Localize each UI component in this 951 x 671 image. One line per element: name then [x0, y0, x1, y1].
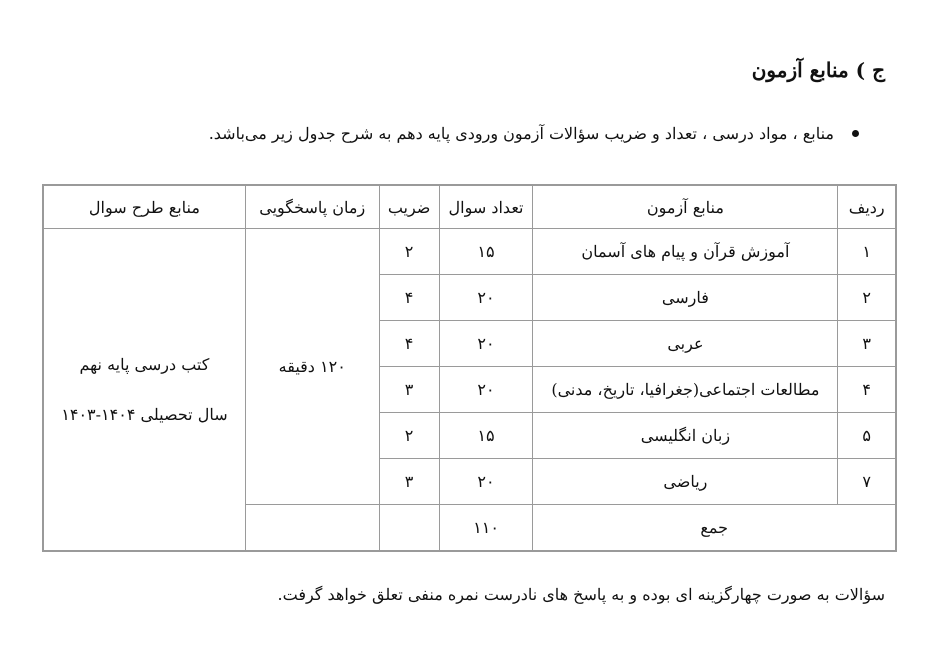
total-time-empty	[245, 504, 379, 551]
reference-line-1: کتب درسی پایه نهم	[79, 354, 210, 374]
section-heading: ج ) منابع آزمون	[751, 58, 885, 82]
table-header-row	[43, 185, 896, 229]
footer-note: سؤالات به صورت چهارگزینه ای بوده و به پاسخ های نادرست نمره منفی تعلق خواهد گرفت.	[277, 585, 885, 604]
header-time: زمان پاسخگویی	[245, 185, 379, 229]
source-cell: ریاضی	[533, 458, 838, 504]
total-label: جمع	[533, 504, 896, 551]
coefficient-cell: ۲	[379, 229, 439, 275]
coefficient-cell: ۲	[379, 412, 439, 458]
reference-cell	[43, 229, 245, 552]
count-cell: ۲۰	[439, 274, 533, 320]
row-number-cell: ۴	[838, 366, 896, 412]
count-cell: ۱۵	[439, 412, 533, 458]
header-source: منابع آزمون	[533, 185, 838, 229]
header-reference: منابع طرح سوال	[43, 185, 245, 229]
intro-bullet	[209, 124, 859, 143]
coefficient-cell: ۴	[379, 320, 439, 366]
reference-line-2: سال تحصیلی ۱۴۰۴-۱۴۰۳	[61, 404, 228, 424]
exam-sources-table	[42, 184, 897, 552]
row-number-cell: ۷	[838, 458, 896, 504]
header-count: تعداد سوال	[439, 185, 533, 229]
source-cell: زبان انگلیسی	[533, 412, 838, 458]
bullet-icon	[852, 130, 859, 137]
row-number-cell: ۳	[838, 320, 896, 366]
coefficient-cell: ۳	[379, 458, 439, 504]
source-cell: عربی	[533, 320, 838, 366]
row-number-cell: ۲	[838, 274, 896, 320]
count-cell: ۲۰	[439, 320, 533, 366]
total-coefficient-empty	[379, 504, 439, 551]
count-cell: ۲۰	[439, 458, 533, 504]
time-cell: ۱۲۰ دقیقه	[245, 229, 379, 505]
intro-text: منابع ، مواد درسی ، تعداد و ضریب سؤالات آزمون ورودی پایه دهم به شرح جدول زیر می‌باشد.	[208, 124, 834, 143]
header-row-number: ردیف	[838, 185, 896, 229]
count-cell: ۱۵	[439, 229, 533, 275]
count-cell: ۲۰	[439, 366, 533, 412]
coefficient-cell: ۴	[379, 274, 439, 320]
coefficient-cell: ۳	[379, 366, 439, 412]
source-cell: آموزش قرآن و پیام های آسمان	[533, 229, 838, 275]
table-row	[43, 229, 896, 275]
source-cell: مطالعات اجتماعی(جغرافیا، تاریخ، مدنی)	[533, 366, 838, 412]
header-coefficient: ضریب	[379, 185, 439, 229]
row-number-cell: ۵	[838, 412, 896, 458]
row-number-cell: ۱	[838, 229, 896, 275]
source-cell: فارسی	[533, 274, 838, 320]
total-count: ۱۱۰	[439, 504, 533, 551]
